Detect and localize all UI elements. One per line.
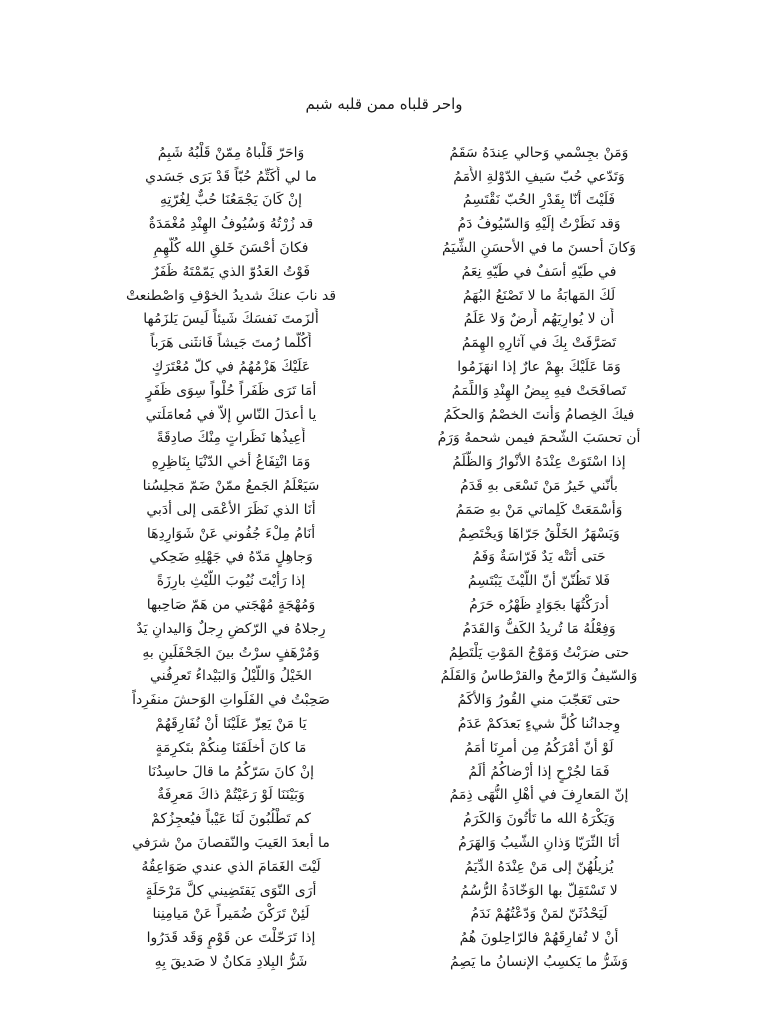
verse-first-hemistich: أمَا تَرَى ظَفَراً حُلْواً سِوَى ظَفَرٍ: [145, 382, 317, 399]
verse-second-hemistich: لا تَسْتَقِلّ بها الوَخّادَةُ الرُّسُمُ: [460, 882, 618, 899]
poem-title: واحر قلباه ممن قلبه شبم: [305, 95, 463, 113]
poem-verses: [90, 141, 680, 974]
verse-row: [90, 308, 680, 332]
verse-row: [90, 641, 680, 665]
verse-second-hemistich: أدرَكْتُهَا بجَوَادٍ ظَهْرُه حَرَمُ: [469, 597, 609, 614]
verse-first-hemistich: ما لي أُكَتِّمُ حُبّاً قَدْ بَرَى جَسَدي: [145, 168, 317, 185]
verse-second-hemistich: إذا اسْتَوَتْ عِنْدَهُ الأنْوارُ وَالظُّلَمُ: [452, 454, 626, 471]
verse-second-hemistich: في طَيّهِ أسَفٌ في طَيّهِ نِعَمُ: [461, 263, 617, 280]
verse-row: [90, 260, 680, 284]
verse-second-hemistich: وَيَسْهَرُ الخَلْقُ جَرّاهَا وَيخْتَصِمُ: [458, 525, 620, 542]
verse-second-hemistich: وَأسْمَعَتْ كَلِماتي مَنْ بهِ صَمَمُ: [455, 501, 623, 518]
verse-second-hemistich: لَكَ المَهابَةُ ما لا تَصْنَعُ البُهَمُ: [462, 287, 616, 304]
verse-second-hemistich: وَشَرُّ ما يَكسِبُ الإنسانُ ما يَصِمُ: [449, 953, 629, 970]
verse-second-hemistich: وَكانَ أحسنَ ما في الأحسَنِ الشِّيَمُ: [442, 240, 636, 257]
verse-second-hemistich: فَلا تَظُنّنّ أنّ اللّيْثَ يَبْتَسِمُ: [467, 573, 611, 590]
verse-second-hemistich: وَمَا عَلَيْكَ بهِمْ عارٌ إذا انهَزَمُوا: [457, 359, 621, 376]
verse-second-hemistich: إنّ المَعارِفَ في أهْلِ النُّهَى ذِمَمُ: [449, 787, 629, 804]
verse-row: [90, 331, 680, 355]
verse-row: [90, 807, 680, 831]
verse-second-hemistich: تَصافَحَتْ فيهِ بِيضُ الهِنْدِ وَاللِّمَمُ: [451, 382, 627, 399]
verse-second-hemistich: يُزيلُهُنّ إلى مَنْ عِنْدَهُ الدِّيَمُ: [464, 858, 614, 875]
verse-row: [90, 522, 680, 546]
verse-row: [90, 498, 680, 522]
verse-first-hemistich: وَاحَرّ قَلْباهُ مِمّنْ قَلْبُهُ شَبِمُ: [157, 144, 305, 161]
verse-row: [90, 950, 680, 974]
verse-second-hemistich: تَصَرَّفَتْ بِكَ في آثارِهِ الهِمَمُ: [461, 335, 617, 352]
verse-second-hemistich: أنَا الثّرَيّا وَذانِ الشّيبُ وَالهَرَمُ: [458, 835, 620, 851]
verse-row: [90, 617, 680, 641]
verse-row: [90, 379, 680, 403]
verse-first-hemistich: أَكُلَّما رُمتَ جَيشاً فَانثَنى هَرَباً: [150, 335, 312, 352]
verse-first-hemistich: أرَى النّوَى يَقتَضِيني كلَّ مَرْحَلَةٍ: [145, 882, 317, 899]
verse-first-hemistich: لَيْتَ الغَمَامَ الذي عندي صَوَاعِقُهُ: [141, 858, 321, 875]
verse-first-hemistich: أُعِيذُها نَظَراتٍ مِنْكَ صادِقَةً: [156, 430, 306, 447]
verse-second-hemistich: أن تحسَبَ الشّحمَ فيمن شحمهُ وَرَمُ: [437, 430, 641, 447]
verse-second-hemistich: حَتى أتَتْه يَدٌ فَرّاسَةٌ وَفَمُ: [472, 549, 606, 566]
verse-first-hemistich: رِجلاهُ في الرّكضِ رِجلٌ وَاليدانِ يَدٌ: [136, 620, 326, 637]
verse-first-hemistich: أَلزَمتَ نَفسَكَ شَيئاً لَيسَ يَلزَمُها: [143, 311, 319, 328]
verse-row: [90, 593, 680, 617]
verse-row: [90, 831, 680, 855]
verse-row: [90, 712, 680, 736]
verse-first-hemistich: قد نابَ عنكَ شديدُ الخوْفِ وَاصْطنعتْ: [125, 287, 337, 304]
verse-first-hemistich: كم تَطْلُبُونَ لَنَا عَيْباً فيُعجِزُكمْ: [151, 811, 311, 828]
verse-row: [90, 926, 680, 950]
verse-first-hemistich: وَجاهِلٍ مَدّهُ في جَهْلِهِ ضَحِكي: [149, 549, 313, 566]
verse-second-hemistich: وَفِعْلُهُ مَا تُريدُ الكَفُّ وَالقَدَمُ: [462, 620, 616, 637]
verse-row: [90, 688, 680, 712]
verse-row: [90, 784, 680, 808]
verse-row: [90, 569, 680, 593]
verse-row: [90, 879, 680, 903]
verse-row: [90, 760, 680, 784]
verse-second-hemistich: وَالسّيفُ وَالرّمحُ والقرْطاسُ وَالقَلَمُ: [440, 668, 638, 685]
verse-second-hemistich: لَيَحْدُثَنّ لمَنْ وَدّعْتُهُمْ نَدَمُ: [470, 906, 608, 923]
verse-second-hemistich: وَتَدّعي حُبّ سَيفِ الدّوْلةِ الأُمَمُ: [453, 168, 625, 185]
verse-second-hemistich: وَقد نَظَرْتُ إلَيْهِ وَالسّيُوفُ دَمُ: [457, 216, 621, 233]
verse-row: [90, 903, 680, 927]
verse-first-hemistich: إنْ كانَ سَرّكُمُ ما قالَ حاسِدُنَا: [147, 763, 315, 780]
verse-first-hemistich: سَيَعْلَمُ الجَمعُ ممّنْ ضَمّ مَجلِسُنا: [142, 478, 320, 495]
verse-row: [90, 236, 680, 260]
verse-first-hemistich: إذا تَرَحّلْتَ عن قَوْمٍ وَقَد قَدَرُوا: [146, 930, 316, 947]
verse-row: [90, 284, 680, 308]
verse-row: [90, 546, 680, 570]
verse-first-hemistich: مَا كانَ أخلَقَنَا مِنكُمْ بتَكرِمَةٍ: [155, 739, 307, 756]
verse-row: [90, 189, 680, 213]
verse-second-hemistich: بأنّني خَيرُ مَنْ تَسْعَى بهِ قَدَمُ: [460, 478, 618, 495]
verse-row: [90, 474, 680, 498]
verse-first-hemistich: أنَامُ مِلْءَ جُفُوني عَنْ شَوَارِدِهَا: [146, 525, 316, 542]
verse-second-hemistich: أنْ لا تُفارِقَهُمْ فالرّاحِلونَ هُمُ: [459, 930, 619, 947]
verse-row: [90, 403, 680, 427]
verse-second-hemistich: فيكَ الخِصامُ وَأنتَ الخصْمُ وَالحكَمُ: [443, 406, 635, 423]
verse-first-hemistich: شَرُّ البِلادِ مَكانٌ لا صَديقَ بِهِ: [154, 953, 308, 970]
verse-row: [90, 141, 680, 165]
verse-first-hemistich: فَوْتُ العَدُوّ الذي يَمّمْتَهُ ظَفَرٌ: [151, 263, 311, 280]
verse-row: [90, 427, 680, 451]
verse-first-hemistich: إذا رَأيْتَ نُيُوبَ اللّيْثِ بارِزَةً: [156, 573, 306, 590]
verse-second-hemistich: فَلَيْتَ أنّا بِقَدْرِ الحُبّ نَقْتَسِمُ: [462, 192, 616, 209]
verse-second-hemistich: وَمَنْ بجِسْمي وَحالي عِندَهُ سَقَمُ: [449, 144, 629, 161]
verse-row: [90, 665, 680, 689]
verse-first-hemistich: فكانَ أحْسَنَ خَلقِ الله كُلّهِمِ: [153, 240, 309, 257]
verse-first-hemistich: لَئِنْ تَرَكْنَ ضُمَيراً عَنْ مَيامِنِنا: [152, 906, 310, 923]
verse-first-hemistich: إنْ كَانَ يَجْمَعُنَا حُبٌّ لِغُرّتِهِ: [159, 192, 302, 209]
verse-first-hemistich: وَبَيْنَنَا لَوْ رَعَيْتُمْ ذاكَ مَعرِفَةٌ: [157, 787, 305, 804]
verse-first-hemistich: أنَا الذي نَظَرَ الأعْمَى إلى أدَبي: [146, 501, 316, 518]
verse-first-hemistich: وَمُهْجَةٍ مُهْجَتي من هَمّ صَاحِبها: [146, 597, 316, 614]
verse-row: [90, 355, 680, 379]
verse-first-hemistich: الخَيْلُ وَاللّيْلُ وَالبَيْداءُ تَعرِفُني: [150, 668, 312, 685]
verse-first-hemistich: صَحِبْتُ في الفَلَواتِ الوَحشَ منفَرِداً: [132, 692, 330, 709]
verse-row: [90, 736, 680, 760]
verse-second-hemistich: حتى تَعَجّبَ مني القُورُ وَالأكَمُ: [457, 692, 621, 709]
verse-second-hemistich: وَيَكْرَهُ الله ما تَأتُونَ وَالكَرَمُ: [463, 811, 615, 828]
verse-first-hemistich: وَمُرْهَفٍ سرْتُ بينَ الجَحْفَلَينِ بهِ: [142, 644, 320, 661]
verse-row: [90, 165, 680, 189]
verse-first-hemistich: وَمَا انْتِفَاعُ أخي الدّنْيَا بِنَاظِرِهِ: [151, 454, 311, 471]
verse-row: [90, 212, 680, 236]
verse-second-hemistich: وِجدانُنا كُلَّ شيءٍ بَعدَكمْ عَدَمُ: [457, 716, 621, 733]
verse-second-hemistich: لَوْ أنّ أمْرَكُمُ مِن أمرِنَا أمَمُ: [464, 739, 614, 756]
verse-second-hemistich: حتى ضرَبْتُ وَمَوْجُ المَوْتِ يَلْتَطِمُ: [448, 644, 630, 661]
verse-row: [90, 450, 680, 474]
verse-first-hemistich: عَلَيْكَ هَزْمُهُمُ في كلّ مُعْتَرَكٍ: [151, 359, 311, 376]
verse-row: [90, 855, 680, 879]
verse-second-hemistich: أَن لا يُوارِيَهُم أَرضٌ وَلا عَلَمُ: [463, 311, 615, 328]
verse-second-hemistich: فَمَا لجُرْحٍ إذا أرْضاكُمُ ألَمُ: [468, 763, 610, 780]
verse-first-hemistich: ما أبعدَ العَيبَ والنّقصانَ منْ شرَفي: [132, 835, 330, 851]
verse-first-hemistich: يَا مَنْ يَعِزّ عَلَيْنَا أنْ نُفَارِقَهُمْ: [155, 716, 307, 733]
verse-first-hemistich: يا أعدَلَ النّاسِ إلاّ في مُعامَلَتي: [145, 406, 317, 423]
verse-first-hemistich: قد زُرْتُهُ وَسُيُوفُ الهِنْدِ مُغْمَدَةٌ: [148, 216, 314, 233]
